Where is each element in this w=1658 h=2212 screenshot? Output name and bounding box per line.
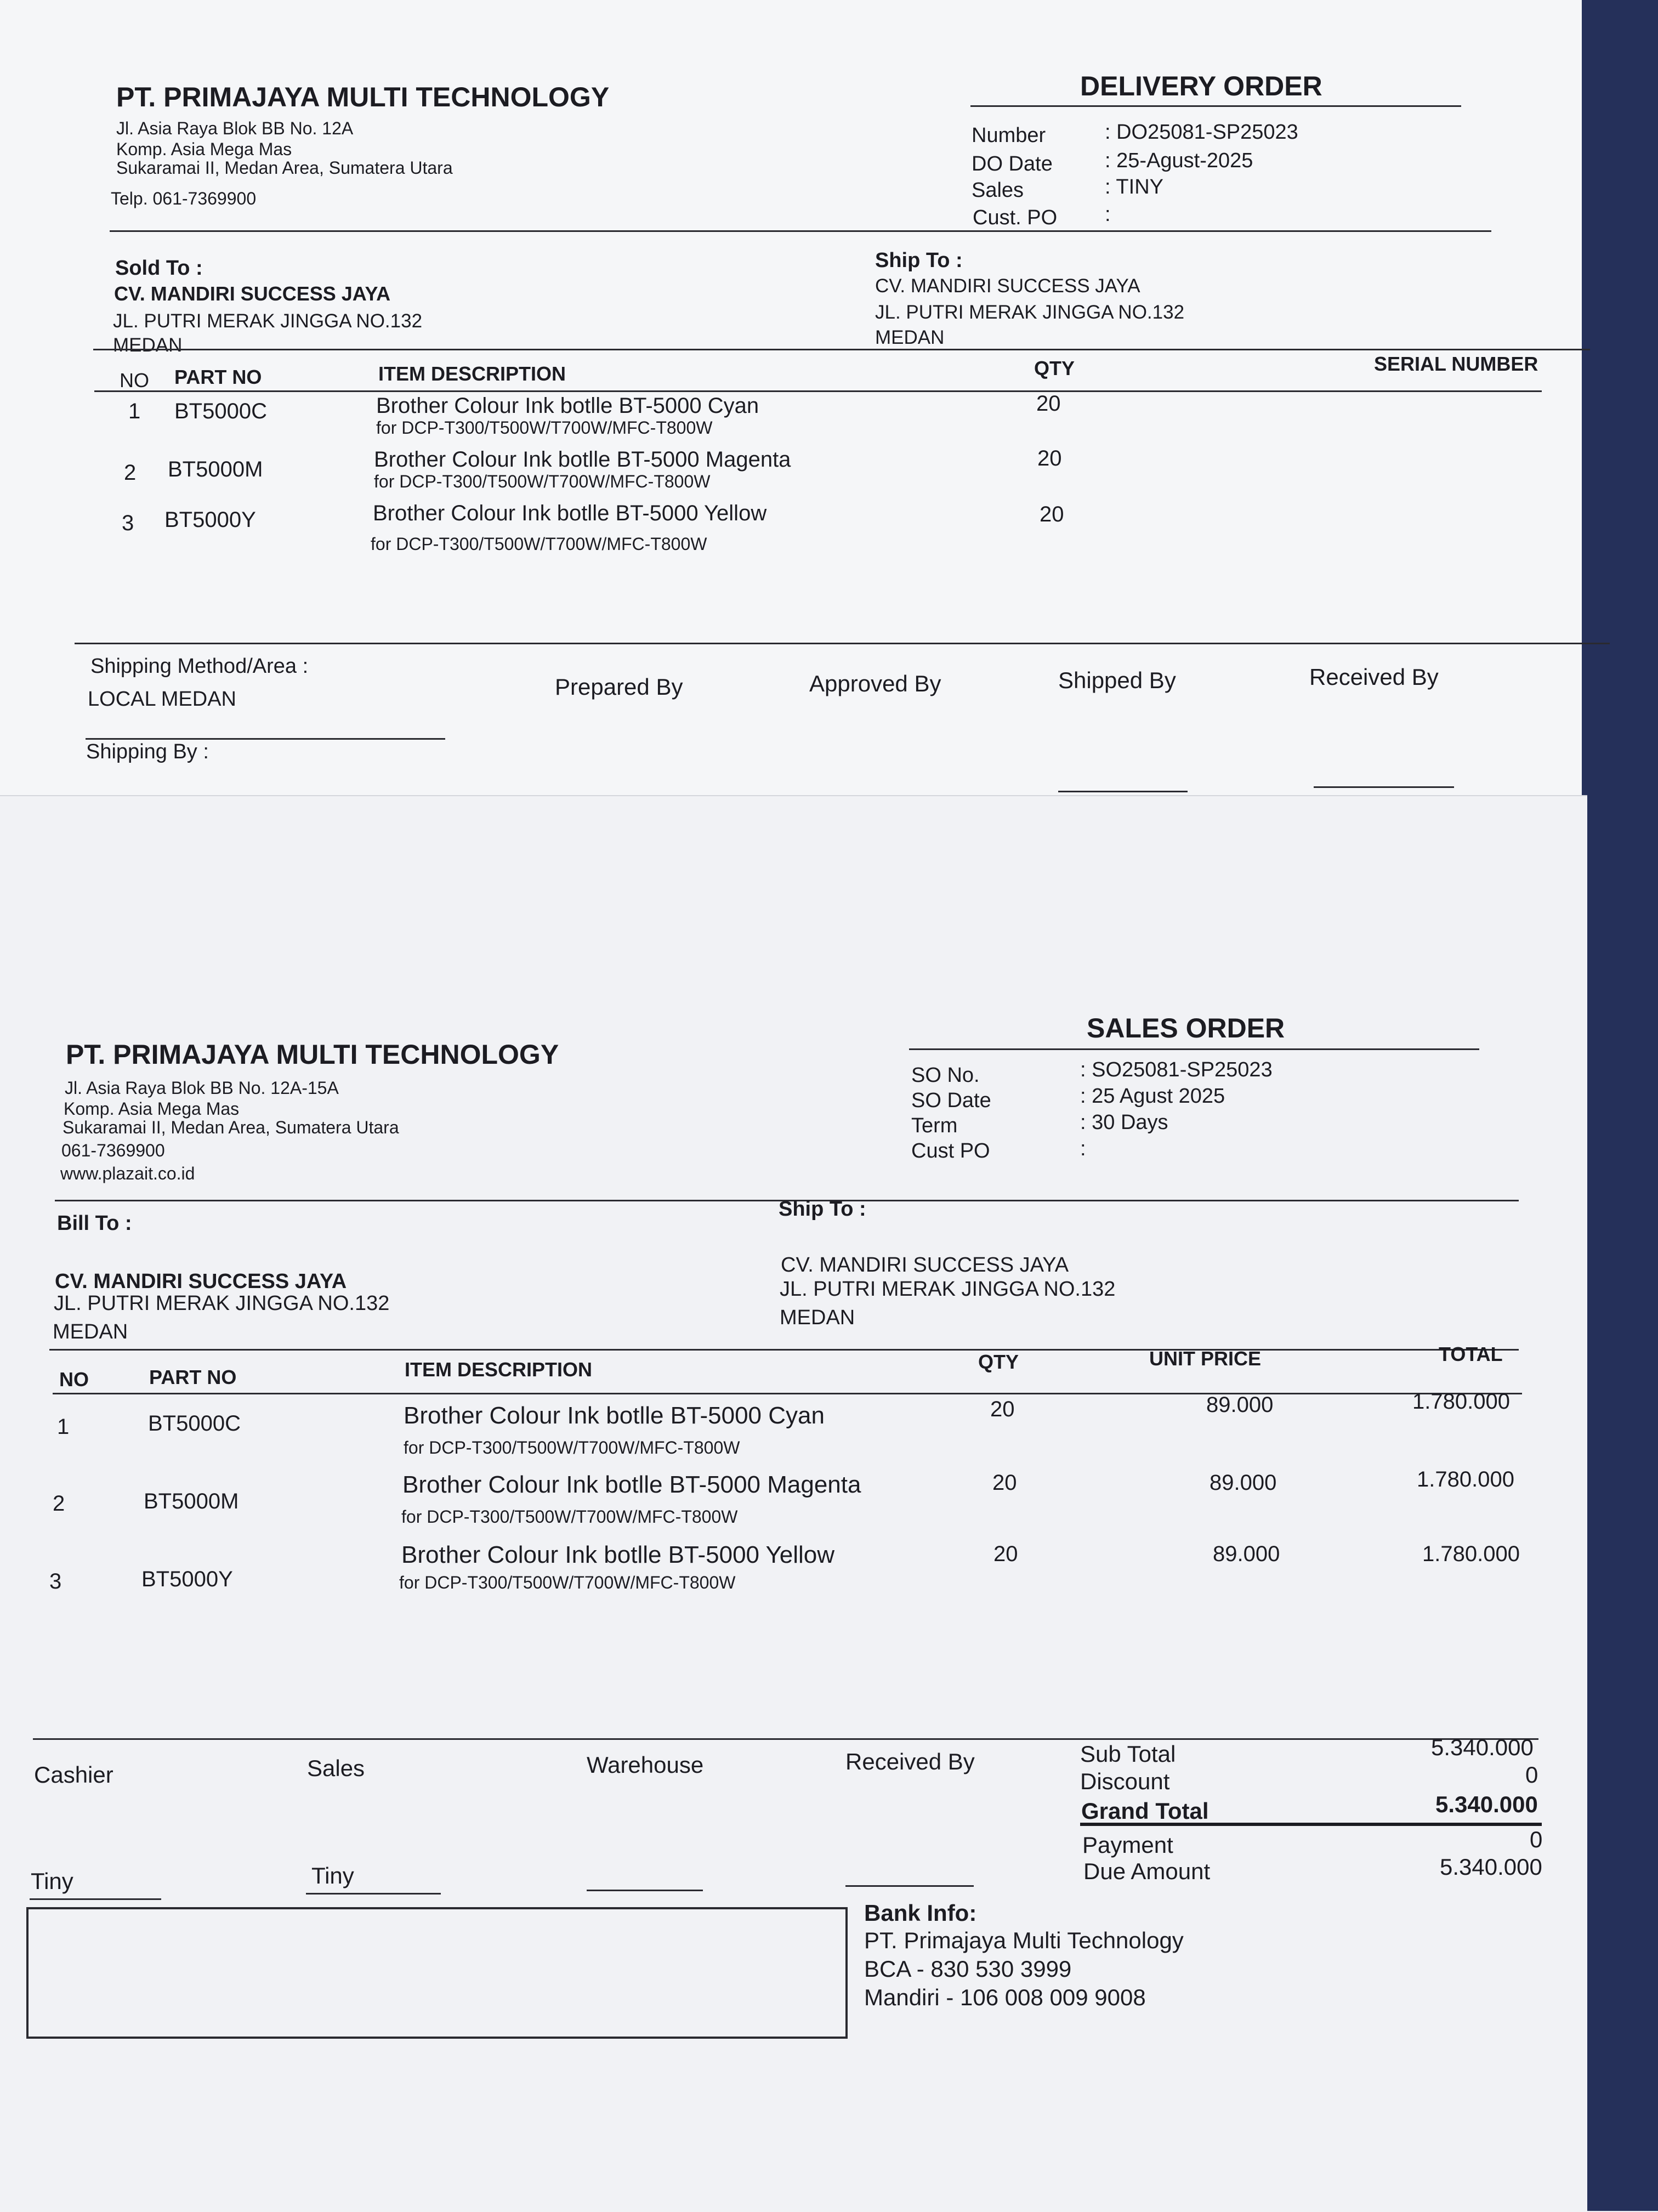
do-col-desc: ITEM DESCRIPTION — [378, 362, 566, 385]
so-title: SALES ORDER — [1087, 1013, 1285, 1043]
do-item-no: 1 — [128, 399, 141, 423]
so-meta-value: : SO25081-SP25023 — [1080, 1058, 1273, 1081]
do-meta-label: Sales — [972, 179, 1024, 202]
so-bill-to-address: JL. PUTRI MERAK JINGGA NO.132 — [54, 1292, 390, 1315]
so-signature-line — [845, 1885, 974, 1887]
do-company-phone: Telp. 061-7369900 — [111, 189, 257, 208]
so-grand-total-value: 5.340.000 — [1435, 1791, 1538, 1817]
so-meta-value: : 25 Agust 2025 — [1080, 1085, 1225, 1108]
do-meta-label: Number — [972, 124, 1046, 147]
do-shipping-method-value: LOCAL MEDAN — [88, 688, 236, 711]
so-item-qty: 20 — [993, 1542, 1018, 1566]
so-signature-name: Tiny — [31, 1868, 73, 1894]
do-sold-to-city: MEDAN — [113, 334, 183, 356]
do-item-qty: 20 — [1036, 392, 1061, 416]
do-signature-line — [1058, 791, 1188, 792]
so-item-desc: Brother Colour Ink botlle BT-5000 Cyan — [404, 1402, 825, 1429]
so-meta-label: Term — [911, 1114, 958, 1137]
do-footer-top-line — [75, 643, 1610, 644]
so-meta-value: : 30 Days — [1080, 1111, 1168, 1134]
so-col-no: NO — [59, 1368, 89, 1391]
so-meta-label: SO No. — [911, 1064, 980, 1087]
so-payment-value: 0 — [1530, 1827, 1543, 1852]
so-item-sub: for DCP-T300/T500W/T700W/MFC-T800W — [401, 1507, 738, 1527]
so-item-part: BT5000Y — [141, 1567, 233, 1591]
so-item-total: 1.780.000 — [1422, 1542, 1520, 1566]
do-item-qty: 20 — [1037, 446, 1062, 470]
do-ship-to-label: Ship To : — [875, 249, 963, 272]
do-ship-to-city: MEDAN — [875, 327, 945, 348]
so-item-price: 89.000 — [1206, 1393, 1274, 1417]
so-item-sub: for DCP-T300/T500W/T700W/MFC-T800W — [399, 1573, 736, 1592]
so-ship-to-city: MEDAN — [780, 1306, 855, 1329]
so-bank-bca: BCA - 830 530 3999 — [864, 1956, 1072, 1982]
so-bill-to-city: MEDAN — [53, 1320, 128, 1343]
so-grand-total-label: Grand Total — [1081, 1798, 1209, 1824]
do-meta-value: : 25-Agust-2025 — [1105, 149, 1253, 172]
do-signature-label: Received By — [1309, 664, 1439, 690]
so-company-address-2: Komp. Asia Mega Mas — [64, 1099, 240, 1119]
do-table-top-line — [93, 349, 1590, 350]
do-meta-value: : TINY — [1105, 175, 1163, 198]
do-ship-to-address: JL. PUTRI MERAK JINGGA NO.132 — [875, 302, 1185, 323]
do-signature-label: Prepared By — [555, 674, 683, 700]
do-item-sub: for DCP-T300/T500W/T700W/MFC-T800W — [371, 534, 707, 554]
do-col-serial: SERIAL NUMBER — [1374, 353, 1538, 375]
so-grand-total-line — [1080, 1823, 1542, 1826]
so-item-desc: Brother Colour Ink botlle BT-5000 Yellow — [401, 1541, 835, 1568]
do-item-desc: Brother Colour Ink botlle BT-5000 Yellow — [373, 501, 767, 525]
do-item-desc: Brother Colour Ink botlle BT-5000 Magenta — [374, 447, 791, 472]
so-subtotal-value: 5.340.000 — [1431, 1734, 1534, 1760]
so-bank-title: Bank Info: — [864, 1900, 977, 1926]
so-item-no: 3 — [49, 1569, 62, 1593]
do-table-header-line — [94, 390, 1542, 392]
so-col-total: TOTAL — [1439, 1343, 1503, 1365]
do-signature-line — [1314, 786, 1454, 788]
so-ship-to-address: JL. PUTRI MERAK JINGGA NO.132 — [780, 1278, 1116, 1301]
so-signature-label: Cashier — [34, 1762, 113, 1788]
do-col-part: PART NO — [174, 366, 262, 388]
so-signature-line — [306, 1893, 441, 1895]
so-ship-to-name: CV. MANDIRI SUCCESS JAYA — [781, 1254, 1069, 1277]
do-title: DELIVERY ORDER — [1080, 71, 1322, 101]
so-bank-name: PT. Primajaya Multi Technology — [864, 1927, 1184, 1953]
so-company-address-3: Sukaramai II, Medan Area, Sumatera Utara — [63, 1118, 399, 1137]
so-col-price: UNIT PRICE — [1149, 1347, 1262, 1370]
so-item-price: 89.000 — [1213, 1542, 1280, 1566]
do-ship-to-name: CV. MANDIRI SUCCESS JAYA — [875, 275, 1140, 297]
do-item-part: BT5000Y — [164, 508, 256, 532]
do-signature-label: Approved By — [809, 671, 941, 696]
so-company-address-1: Jl. Asia Raya Blok BB No. 12A-15A — [65, 1078, 339, 1098]
do-item-part: BT5000C — [174, 399, 267, 423]
so-item-total: 1.780.000 — [1412, 1389, 1510, 1414]
do-item-no: 2 — [124, 461, 137, 485]
do-company-address-1: Jl. Asia Raya Blok BB No. 12A — [116, 118, 354, 138]
do-item-no: 3 — [122, 511, 134, 535]
so-title-underline — [909, 1048, 1479, 1050]
so-col-qty: QTY — [978, 1351, 1019, 1373]
so-company-name: PT. PRIMAJAYA MULTI TECHNOLOGY — [66, 1039, 559, 1070]
so-signature-line — [30, 1898, 161, 1900]
so-signature-line — [587, 1890, 703, 1891]
so-company-phone: 061-7369900 — [61, 1141, 165, 1160]
so-subtotal-label: Sub Total — [1080, 1741, 1176, 1767]
do-meta-value: : DO25081-SP25023 — [1105, 121, 1298, 144]
so-item-part: BT5000C — [148, 1411, 241, 1436]
do-shipping-method-label: Shipping Method/Area : — [90, 655, 309, 678]
so-table-header-line — [53, 1393, 1522, 1394]
so-ship-to-label: Ship To : — [779, 1198, 866, 1221]
background-surface — [1582, 0, 1658, 2211]
so-item-part: BT5000M — [144, 1489, 239, 1513]
so-col-part: PART NO — [149, 1366, 237, 1388]
so-meta-label: Cust PO — [911, 1139, 990, 1162]
do-item-desc: Brother Colour Ink botlle BT-5000 Cyan — [376, 394, 759, 418]
do-shipping-by-label: Shipping By : — [86, 740, 209, 763]
so-signature-label: Received By — [845, 1749, 975, 1774]
do-title-underline — [970, 105, 1461, 107]
so-discount-value: 0 — [1525, 1762, 1538, 1788]
so-item-no: 2 — [53, 1491, 65, 1516]
so-discount-label: Discount — [1080, 1768, 1170, 1794]
do-company-address-3: Sukaramai II, Medan Area, Sumatera Utara — [116, 158, 453, 178]
so-table-top-line — [49, 1349, 1519, 1351]
so-due-amount-value: 5.340.000 — [1440, 1854, 1542, 1880]
so-bill-to-name: CV. MANDIRI SUCCESS JAYA — [55, 1270, 347, 1293]
so-item-total: 1.780.000 — [1417, 1467, 1514, 1491]
do-item-sub: for DCP-T300/T500W/T700W/MFC-T800W — [374, 472, 711, 491]
do-meta-value: : — [1105, 203, 1111, 226]
so-signature-name: Tiny — [311, 1863, 354, 1888]
do-item-qty: 20 — [1040, 502, 1064, 526]
so-meta-label: SO Date — [911, 1089, 991, 1112]
do-meta-label: DO Date — [972, 152, 1053, 175]
so-footer-top-line — [33, 1738, 1538, 1740]
so-bank-mandiri: Mandiri - 106 008 009 9008 — [864, 1984, 1146, 2010]
so-payment-label: Payment — [1082, 1832, 1173, 1858]
so-due-amount-label: Due Amount — [1083, 1858, 1211, 1884]
do-sold-to-label: Sold To : — [115, 257, 203, 280]
so-company-website: www.plazait.co.id — [60, 1164, 195, 1183]
so-signature-label: Sales — [307, 1755, 365, 1781]
so-item-desc: Brother Colour Ink botlle BT-5000 Magenta — [402, 1471, 861, 1498]
do-company-name: PT. PRIMAJAYA MULTI TECHNOLOGY — [116, 82, 610, 112]
do-meta-label: Cust. PO — [973, 206, 1058, 229]
so-col-desc: ITEM DESCRIPTION — [405, 1358, 593, 1381]
so-item-sub: for DCP-T300/T500W/T700W/MFC-T800W — [404, 1438, 740, 1457]
do-item-sub: for DCP-T300/T500W/T700W/MFC-T800W — [376, 418, 713, 438]
do-item-part: BT5000M — [168, 457, 263, 481]
so-item-qty: 20 — [992, 1471, 1017, 1495]
so-item-price: 89.000 — [1210, 1471, 1277, 1495]
so-signature-label: Warehouse — [587, 1752, 704, 1778]
so-notes-box — [26, 1907, 848, 2039]
so-item-qty: 20 — [990, 1397, 1015, 1421]
do-sold-to-address: JL. PUTRI MERAK JINGGA NO.132 — [113, 310, 423, 332]
do-sold-to-name: CV. MANDIRI SUCCESS JAYA — [114, 282, 391, 305]
so-item-no: 1 — [57, 1415, 70, 1439]
do-col-qty: QTY — [1034, 357, 1075, 379]
so-meta-value: : — [1080, 1137, 1086, 1160]
do-company-address-2: Komp. Asia Mega Mas — [116, 139, 292, 159]
do-signature-label: Shipped By — [1058, 667, 1176, 693]
do-col-no: NO — [120, 369, 149, 392]
do-header-divider — [110, 230, 1491, 232]
so-bill-to-label: Bill To : — [57, 1212, 132, 1235]
do-shipping-method-line — [86, 738, 445, 740]
